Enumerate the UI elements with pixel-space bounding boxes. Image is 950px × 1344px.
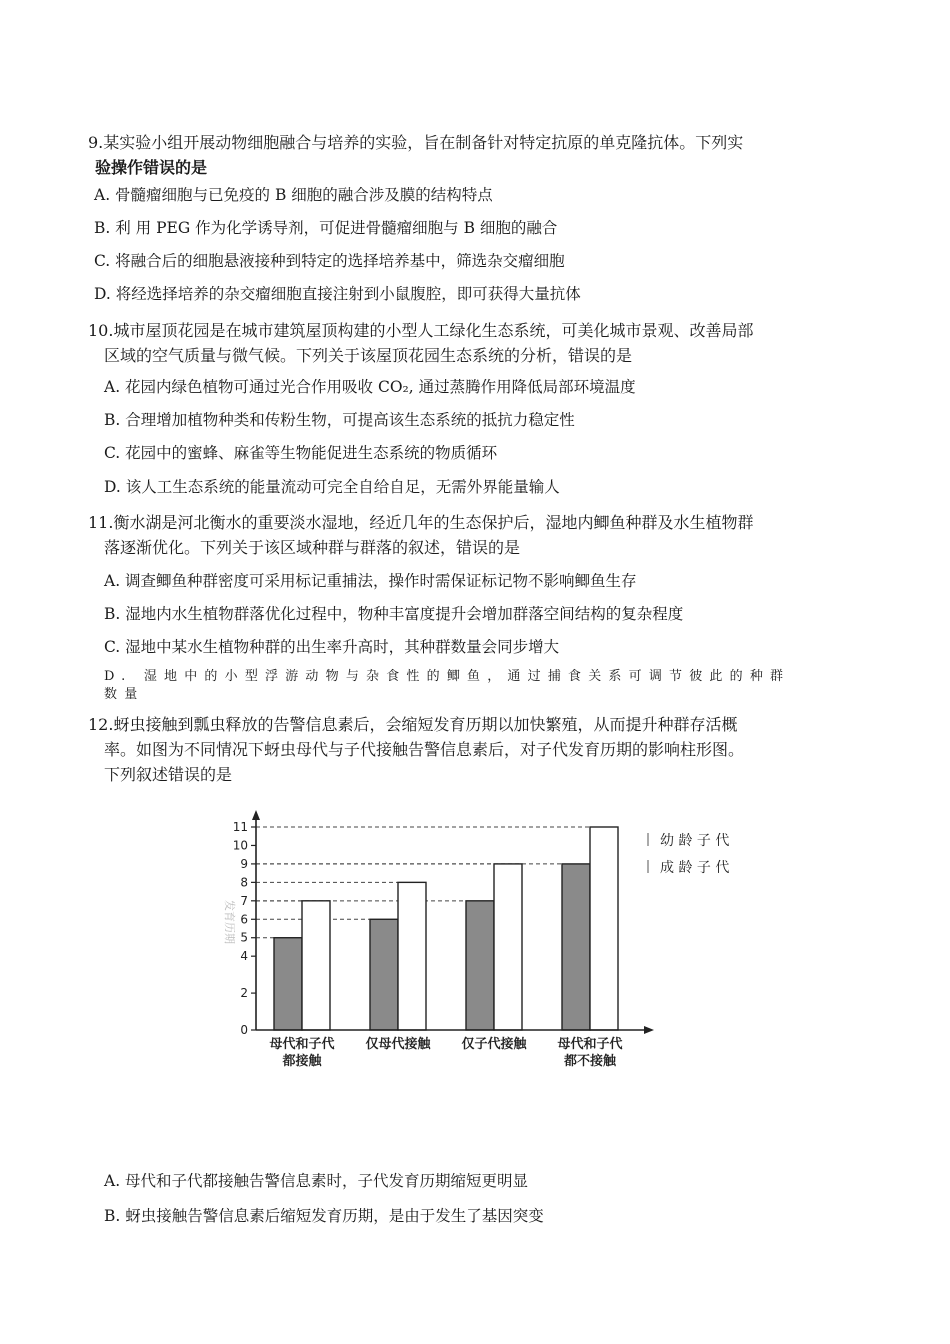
option-a: A. 骨髓瘤细胞与已免疫的 B 细胞的融合涉及膜的结构特点 [94,186,493,204]
bar-chart [208,808,768,1078]
bar [590,827,618,1030]
x-tick-labels [269,1036,623,1069]
question-stem-cont: 率。如图为不同情况下蚜虫母代与子代接触告警信息素后，对子代发育历期的影响柱形图。 [104,740,745,759]
x-tick-label: 仅母代接触 [365,1037,431,1052]
question-number: 9. [88,133,104,152]
question-stem-cont: 下列叙述错误的是 [104,765,233,784]
y-tick-label: 9 [240,856,248,871]
question-number: 11. [88,513,114,532]
chart-legend [648,832,729,876]
bar [302,901,330,1030]
y-axis-label: 发育历期 [223,900,236,944]
option-d-cont: 数量 [104,687,145,702]
y-tick-label: 11 [232,820,248,834]
legend-label: 成 龄 子 代 [660,860,730,876]
x-tick-label: 母代和子代 [557,1037,623,1052]
question-stem: 某实验小组开展动物细胞融合与培养的实验，旨在制备针对特定抗原的单克隆抗体。下列实 [103,133,744,152]
y-tick-label: 8 [240,875,248,890]
bar [466,901,494,1030]
x-axis-arrow [644,1026,654,1034]
option-d: D. 湿地中的小型浮游动物与杂食性的鲫鱼，通过捕食关系可调节彼此的种群 [104,669,791,684]
bar [370,919,398,1030]
y-tick-label: 0 [240,1023,248,1037]
x-tick-label: 都不接触 [563,1054,617,1069]
question-stem-cont: 验操作错误的是 [95,158,208,177]
bar [398,882,426,1030]
y-axis-arrow [252,810,260,820]
question-stem: 衡水湖是河北衡水的重要淡水湿地，经近几年的生态保护后，湿地内鲫鱼种群及水生植物群 [113,513,754,532]
x-tick-label: 都接触 [282,1054,322,1069]
question-12 [88,712,858,787]
option-a: A. 调查鲫鱼种群密度可采用标记重捕法，操作时需保证标记物不影响鲫鱼生存 [104,572,637,590]
bar [562,864,590,1030]
x-tick-label: 母代和子代 [269,1037,335,1052]
bar [274,938,302,1030]
option-b: B. 蚜虫接触告警信息素后缩短发育历期，是由于发生了基因突变 [104,1207,544,1225]
question-stem-cont: 区域的空气质量与微气候。下列关于该屋顶花园生态系统的分析，错误的是 [104,346,633,365]
x-tick-label: 仅子代接触 [461,1037,527,1052]
question-stem: 城市屋顶花园是在城市建筑屋顶构建的小型人工绿化生态系统，可美化城市景观、改善局部 [113,321,754,340]
bar [494,864,522,1030]
y-tick-label: 5 [240,930,248,945]
legend-label: 幼 龄 子 代 [660,833,730,849]
y-tick-label: 7 [240,893,248,908]
question-9 [88,130,858,180]
question-10 [88,318,858,368]
option-d: D. 该人工生态系统的能量流动可完全自给自足，无需外界能量输人 [104,478,560,496]
y-tick-label: 6 [240,912,248,927]
y-tick-label: 4 [240,949,248,964]
question-number: 10. [88,321,114,340]
option-c: C. 花园中的蜜蜂、麻雀等生物能促进生态系统的物质循环 [104,444,498,462]
question-11 [88,510,858,560]
option-d: D. 将经选择培养的杂交瘤细胞直接注射到小鼠腹腔，即可获得大量抗体 [94,285,581,303]
question-number: 12. [88,715,114,734]
option-c: C. 将融合后的细胞悬液接种到特定的选择培养基中，筛选杂交瘤细胞 [94,252,565,270]
option-a: A. 花园内绿色植物可通过光合作用吸收 CO₂, 通过蒸腾作用降低局部环境温度 [104,378,636,396]
y-tick-label: 2 [240,986,248,1001]
option-b: B. 湿地内水生植物群落优化过程中，物种丰富度提升会增加群落空间结构的复杂程度 [104,605,684,623]
question-stem: 蚜虫接触到瓢虫释放的告警信息素后，会缩短发育历期以加快繁殖，从而提升种群存活概 [113,715,738,734]
option-a: A. 母代和子代都接触告警信息素时，子代发育历期缩短更明显 [104,1172,529,1190]
y-tick-label: 10 [232,838,248,853]
question-stem-cont: 落逐渐优化。下列关于该区域种群与群落的叙述，错误的是 [104,538,521,557]
chart-bars [274,827,618,1030]
option-c: C. 湿地中某水生植物种群的出生率升高时，其种群数量会同步增大 [104,638,560,656]
option-b: B. 合理增加植物种类和传粉生物，可提高该生态系统的抵抗力稳定性 [104,411,575,429]
option-b: B. 利 用 PEG 作为化学诱导剂，可促进骨髓瘤细胞与 B 细胞的融合 [94,219,558,237]
